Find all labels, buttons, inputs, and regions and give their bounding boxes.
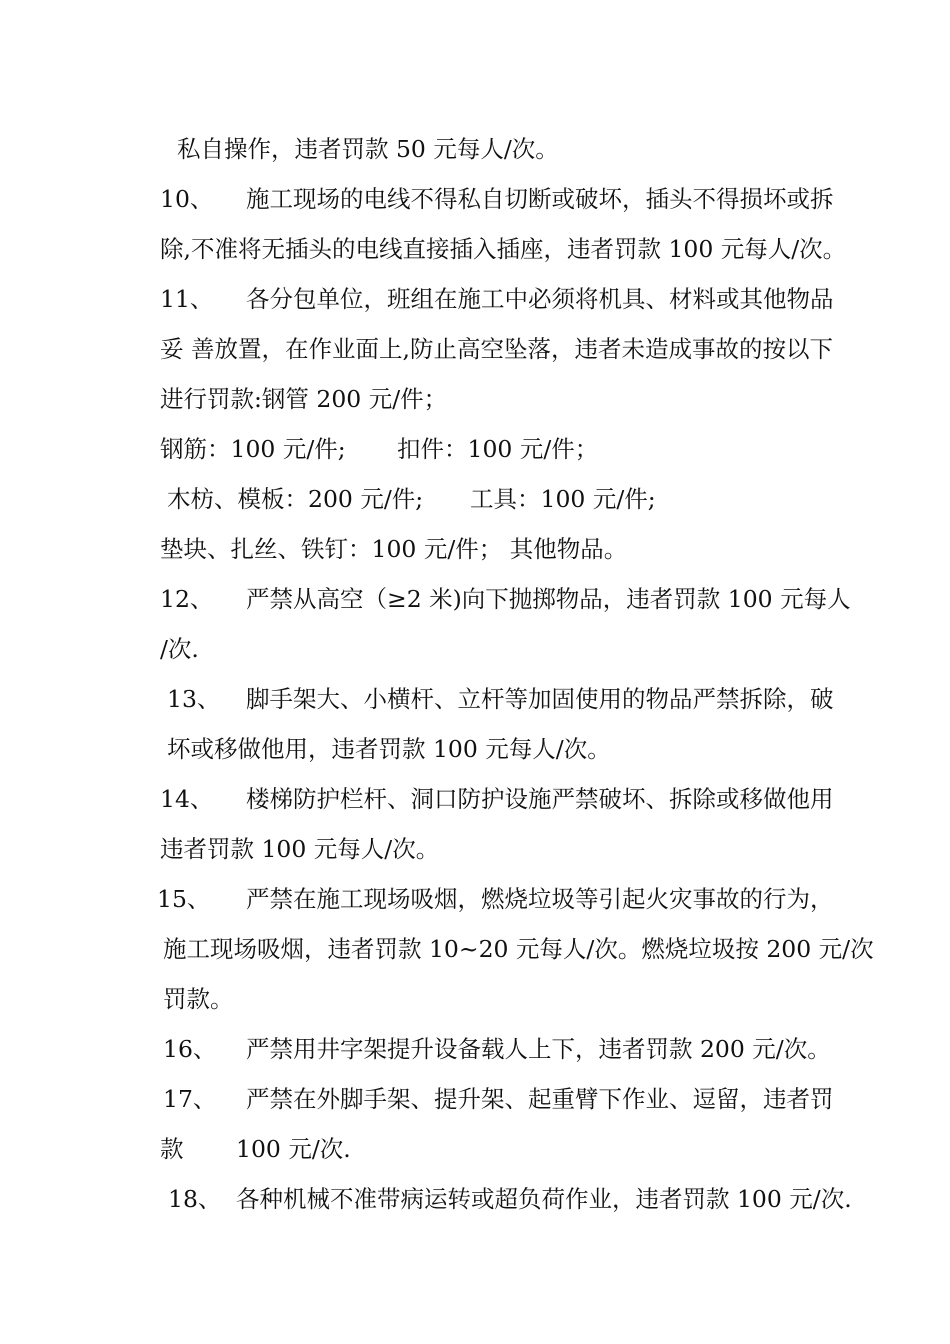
text-line: 坏或移做他用，违者罚款 100 元每人/次。 [167, 735, 611, 763]
item-number: 11、 [160, 285, 214, 313]
text-line: 木枋、模板：200 元/件; [167, 485, 424, 513]
item-number: 12、 [160, 585, 214, 613]
text-line: 扣件：100 元/件； [397, 435, 599, 463]
item-number: 10、 [160, 185, 214, 213]
text-line: 严禁用井字架提升设备载人上下，违者罚款 200 元/次。 [246, 1035, 831, 1063]
text-line: 工具：100 元/件; [470, 485, 656, 513]
text-line: 除,不准将无插头的电线直接插入插座，违者罚款 100 元每人/次。 [160, 235, 847, 263]
item-number: 15、 [157, 885, 211, 913]
text-line: 垫块、扎丝、铁钉：100 元/件； 其他物品。 [160, 535, 628, 563]
text-line: 进行罚款:钢管 200 元/件； [160, 385, 448, 413]
text-line: 违者罚款 100 元每人/次。 [160, 835, 440, 863]
text-line: 私自操作，违者罚款 50 元每人/次。 [177, 135, 559, 163]
text-line: 楼梯防护栏杆、洞口防护设施严禁破坏、拆除或移做他用 [246, 785, 834, 813]
text-line: 款 [160, 1135, 184, 1163]
item-number: 14、 [160, 785, 214, 813]
text-line: 各分包单位，班组在施工中必须将机具、材料或其他物品 [246, 285, 834, 313]
text-line: 施工现场的电线不得私自切断或破坏，插头不得损坏或拆 [246, 185, 834, 213]
item-number: 13、 [167, 685, 221, 713]
text-line: 各种机械不准带病运转或超负荷作业，违者罚款 100 元/次. [236, 1185, 852, 1213]
item-number: 17、 [163, 1085, 217, 1113]
item-number: 16、 [163, 1035, 217, 1063]
text-line: 施工现场吸烟，违者罚款 10~20 元每人/次。燃烧垃圾按 200 元/次 [163, 935, 874, 963]
text-line: 严禁从高空（≥2 米)向下抛掷物品，违者罚款 100 元每人 [246, 585, 851, 613]
text-line: 妥 善放置，在作业面上,防止高空坠落，违者未造成事故的按以下 [160, 335, 833, 363]
text-line: 100 元/次. [236, 1135, 351, 1163]
text-line: 脚手架大、小横杆、立杆等加固使用的物品严禁拆除，破 [246, 685, 834, 713]
item-number: 18、 [168, 1185, 222, 1213]
text-line: 严禁在施工现场吸烟，燃烧垃圾等引起火灾事故的行为， [246, 885, 834, 913]
text-line: 罚款。 [163, 985, 234, 1013]
text-line: 严禁在外脚手架、提升架、起重臂下作业、逗留，违者罚 [246, 1085, 834, 1113]
text-line: /次. [160, 635, 199, 663]
text-line: 钢筋：100 元/件; [160, 435, 346, 463]
